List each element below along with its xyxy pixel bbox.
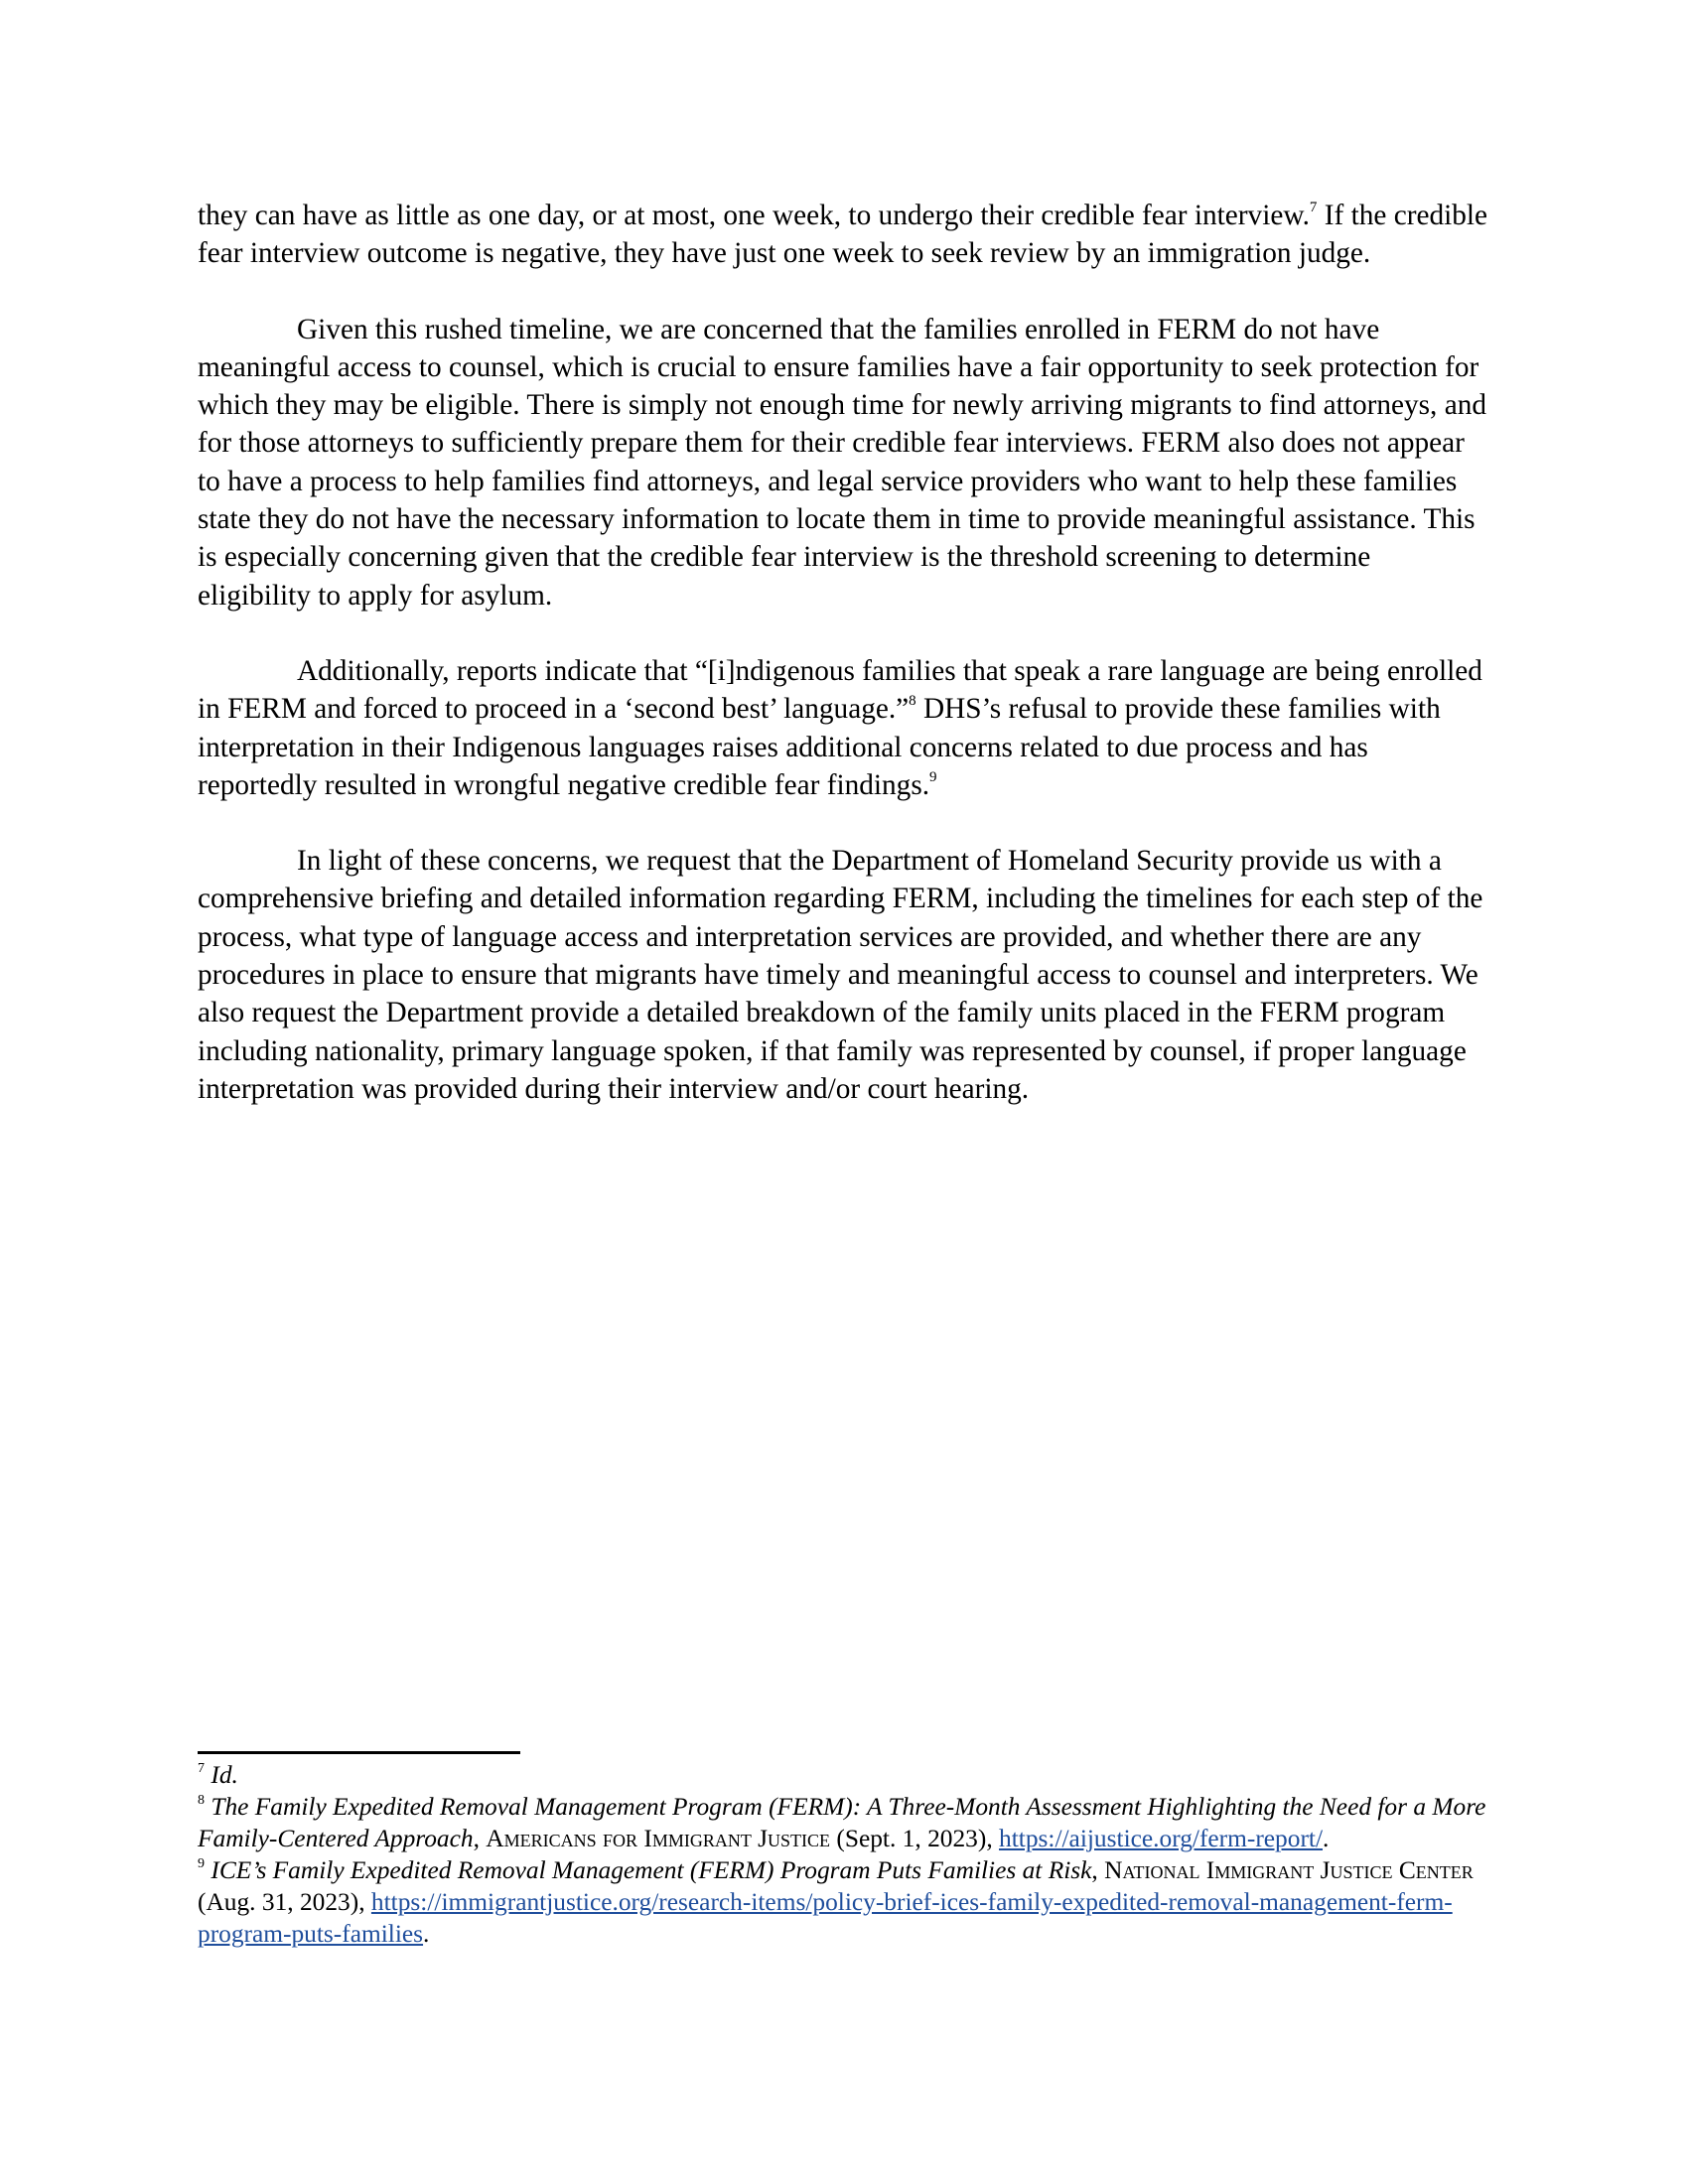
footnote-source: Americans for Immigrant Justice (486, 1825, 831, 1852)
footnote-number: 9 (198, 1856, 205, 1871)
paragraph-text: they can have as little as one day, or at most, one week, to undergo their credible fear interview. (198, 200, 1310, 231)
footnote-link[interactable]: https://aijustice.org/ferm-report/ (999, 1825, 1324, 1852)
footnote-title: Id. (211, 1761, 238, 1789)
footnote-date: (Sept. 1, 2023), (830, 1825, 1000, 1852)
footnote-9 (198, 1854, 1488, 1950)
paragraph-4 (198, 842, 1488, 1108)
paragraph-1 (198, 197, 1488, 273)
footnote-number: 8 (198, 1793, 205, 1808)
paragraph-text: Given this rushed timeline, we are concerned that the families enrolled in FERM do not have meaningful access to counsel, which is crucial to ensure families have a fair opportunity to seek protection for which they may be eligible. There is simply not enough time for newly arriving migrants to find attorneys, and for those attorneys to sufficiently prepare them for their credible fear interviews. FERM also does not appear to have a process to help families find attorneys, and legal service providers who want to help these families state they do not have the necessary information to locate them in time to provide meaningful assistance. This is especially concerning given that the credible fear interview is the threshold screening to determine eligibility to apply for asylum. (198, 313, 1487, 612)
footnote-title: The Family Expedited Removal Management Program (FERM): A Three-Month Assessment Highlighting the Need for a More Family-Centered Approach (198, 1793, 1486, 1852)
footnote-ref-7[interactable]: 7 (1309, 200, 1318, 215)
footnote-separator-text: , (1091, 1856, 1105, 1884)
footnote-title: ICE’s Family Expedited Removal Management (FERM) Program Puts Families at Risk (211, 1856, 1092, 1884)
footnotes-section (198, 1759, 1488, 1950)
footnote-7 (198, 1759, 1488, 1791)
paragraph-text: DHS’s refusal to provide these families with interpretation in their Indigenous languages raises additional concerns related to due process and has reportedly resulted in wrongful negative credible fear findings. (198, 693, 1441, 801)
footnote-separator-text: , (473, 1825, 487, 1852)
paragraph-2 (198, 311, 1488, 614)
paragraph-3 (198, 652, 1488, 804)
footnote-number: 7 (198, 1761, 205, 1776)
footnote-ref-8[interactable]: 8 (909, 693, 916, 710)
paragraph-text: Additionally, reports indicate that “[i]ndigenous families that speak a rare language are being enrolled in FERM and forced to proceed in a ‘second best’ language.” (198, 654, 1482, 726)
footnote-ref-9[interactable]: 9 (929, 768, 937, 785)
paragraph-text: In light of these concerns, we request that the Department of Homeland Security provide us with a comprehensive briefing and detailed information regarding FERM, including the timelines for each step of the process, what type of language access and interpretation services are provided, and whether there are any procedures in place to ensure that migrants have timely and meaningful access to counsel and interpreters. We also request the Department provide a detailed breakdown of the family units placed in the FERM program including nationality, primary language spoken, if that family was represented by counsel, if proper language interpretation was provided during their interview and/or court hearing. (198, 845, 1483, 1105)
footnote-8 (198, 1791, 1488, 1854)
footnote-separator (198, 1751, 520, 1754)
footnote-end: . (1323, 1825, 1330, 1852)
footnote-date: (Aug. 31, 2023), (198, 1888, 371, 1916)
footnote-link[interactable]: https://immigrantjustice.org/research-items/policy-brief-ices-family-expedited-removal-management-ferm-program-puts-families (198, 1888, 1453, 1948)
letter-body (198, 197, 1488, 1146)
paragraph-text: If the credible fear interview outcome is negative, they have just one week to seek review by an immigration judge. (198, 200, 1488, 270)
footnote-end: . (423, 1920, 430, 1948)
footnote-source: National Immigrant Justice Center (1104, 1856, 1474, 1884)
